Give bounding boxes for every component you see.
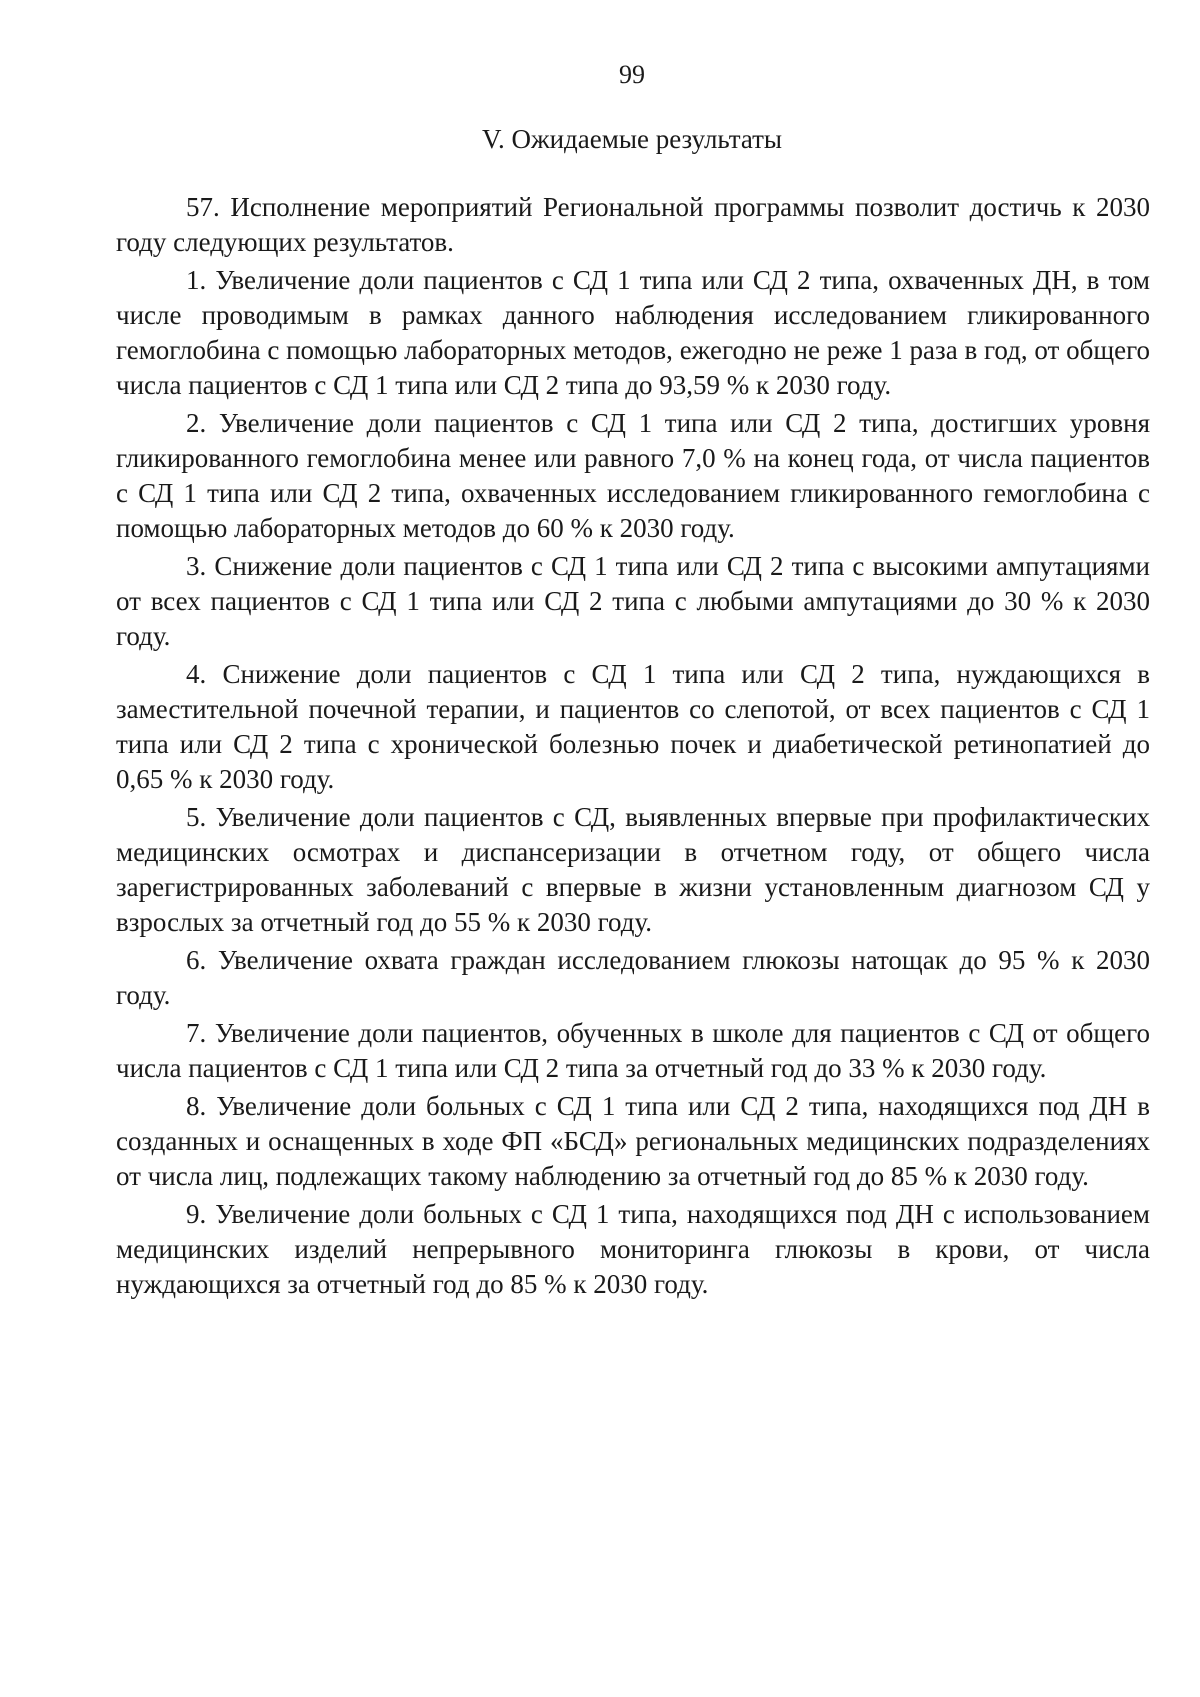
result-item-7: 7. Увеличение доли пациентов, обученных в школе для пациентов с СД от общего числа пациентов с СД 1 типа или СД 2 типа за отчетный год до 33 % к 2030 году.	[116, 1018, 1150, 1083]
page-number: 99	[619, 60, 645, 89]
result-item-6: 6. Увеличение охвата граждан исследованием глюкозы натощак до 95 % к 2030 году.	[116, 945, 1150, 1010]
result-item-5: 5. Увеличение доли пациентов с СД, выявленных впервые при профилактических медицинских осмотрах и диспансеризации в отчетном году, от общего числа зарегистрированных заболеваний с впервые в жизни установленным диагнозом СД у взрослых за отчетный год до 55 % к 2030 году.	[116, 802, 1150, 937]
result-item-9: 9. Увеличение доли больных с СД 1 типа, находящихся под ДН с использованием медицинских изделий непрерывного мониторинга глюкозы в крови, от числа нуждающихся за отчетный год до 85 % к 2030 году.	[116, 1199, 1150, 1299]
section-title: V. Ожидаемые результаты	[481, 124, 783, 154]
result-item-4: 4. Снижение доли пациентов с СД 1 типа или СД 2 типа, нуждающихся в заместительной почечной терапии, и пациентов со слепотой, от всех пациентов с СД 1 типа или СД 2 типа с хронической болезнью почек и диабетической ретинопатией до 0,65 % к 2030 году.	[116, 659, 1150, 794]
intro-paragraph: 57. Исполнение мероприятий Региональной программы позволит достичь к 2030 году следующих результатов.	[116, 192, 1150, 257]
result-item-2: 2. Увеличение доли пациентов с СД 1 типа или СД 2 типа, достигших уровня гликированного гемоглобина менее или равного 7,0 % на конец года, от числа пациентов с СД 1 типа или СД 2 типа, охваченных исследованием гликированного гемоглобина с помощью лабораторных методов до 60 % к 2030 году.	[116, 408, 1150, 543]
document-body	[116, 190, 1150, 1305]
result-item-3: 3. Снижение доли пациентов с СД 1 типа или СД 2 типа с высокими ампутациями от всех пациентов с СД 1 типа или СД 2 типа с любыми ампутациями до 30 % к 2030 году.	[116, 551, 1150, 651]
result-item-8: 8. Увеличение доли больных с СД 1 типа или СД 2 типа, находящихся под ДН в созданных и оснащенных в ходе ФП «БСД» региональных медицинских подразделениях от числа лиц, подлежащих такому наблюдению за отчетный год до 85 % к 2030 году.	[116, 1091, 1150, 1191]
result-item-1: 1. Увеличение доли пациентов с СД 1 типа или СД 2 типа, охваченных ДН, в том числе проводимым в рамках данного наблюдения исследованием гликированного гемоглобина с помощью лабораторных методов, ежегодно не реже 1 раза в год, от общего числа пациентов с СД 1 типа или СД 2 типа до 93,59 % к 2030 году.	[116, 265, 1150, 400]
